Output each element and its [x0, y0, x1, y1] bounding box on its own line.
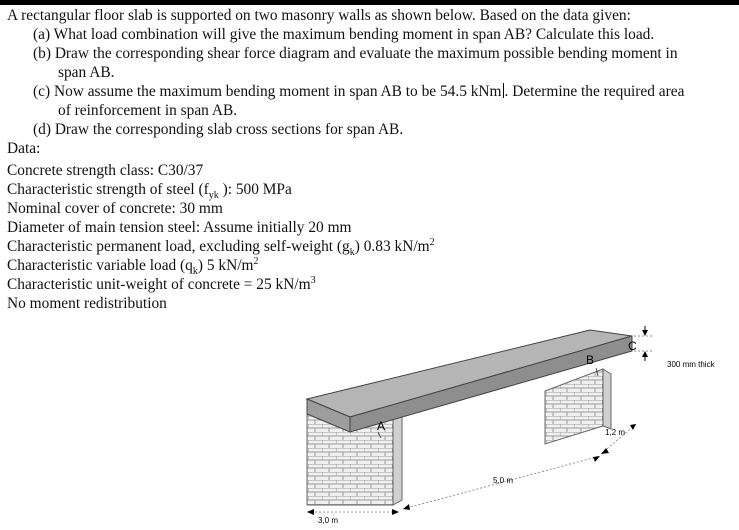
variable-load-sup: 2 — [253, 255, 259, 267]
variable-load-suffix: ) 5 kN/m — [197, 257, 254, 274]
permanent-load-sub: k — [349, 247, 355, 259]
unit-weight-sup: 3 — [310, 274, 316, 286]
steel-strength-suffix: ): 500 MPa — [218, 181, 292, 198]
label-a: A — [377, 419, 386, 433]
label-c: C — [628, 339, 637, 353]
dim-1-2m-label: 1,2 m — [605, 428, 626, 437]
part-b-label: (b) — [33, 45, 51, 62]
variable-load-sub: k — [192, 266, 198, 278]
part-b-text: Draw the corresponding shear force diagram and evaluate the maximum possible bending moment in — [54, 45, 678, 62]
permanent-load-prefix: Characteristic permanent load, excluding self-weight (g — [7, 238, 350, 255]
variable-load-prefix: Characteristic variable load (q — [7, 257, 193, 274]
permanent-load-sup: 2 — [429, 236, 435, 248]
bar-diameter: Diameter of main tension steel: Assume initially 20 mm — [7, 219, 352, 236]
part-a-text: What load combination will give the maximum bending moment in span AB? Calculate this load. — [53, 26, 655, 43]
right-wall — [545, 369, 611, 444]
right-wall-side-face — [603, 369, 611, 429]
right-wall-front-face — [545, 369, 603, 444]
part-a-label: (a) — [33, 26, 51, 43]
part-d-label: (d) — [33, 121, 51, 138]
dimension-3m — [307, 509, 399, 515]
thickness-dimension — [634, 326, 652, 361]
part-d-text: Draw the corresponding slab cross sections for span AB. — [54, 121, 404, 138]
dim-3m-label: 3,0 m — [318, 516, 339, 525]
concrete-class: Concrete strength class: C30/37 — [7, 162, 204, 179]
steel-strength-prefix: Characteristic strength of steel (f — [7, 181, 209, 198]
permanent-load-suffix: ) 0.83 kN/m — [354, 238, 430, 255]
part-c-text-end: . Determine the required area — [504, 83, 685, 100]
left-wall-side-face — [393, 410, 402, 505]
thickness-label: 300 mm thick — [667, 360, 715, 369]
unit-weight-text: Characteristic unit-weight of concrete = 25 kN/m — [7, 276, 311, 293]
nominal-cover: Nominal cover of concrete: 30 mm — [7, 200, 223, 217]
part-b-continued: span AB. — [58, 64, 115, 81]
part-c-continued: of reinforcement in span AB. — [58, 102, 238, 119]
label-b: B — [586, 353, 595, 367]
problem-intro: A rectangular floor slab is supported on two masonry walls as shown below. Based on the data given: — [7, 7, 631, 24]
data-heading: Data: — [7, 140, 41, 157]
steel-strength-sub: yk — [208, 190, 219, 202]
part-c-label: (c) — [33, 83, 51, 100]
part-c-text-start: Now assume the maximum bending moment in span AB to be 54.5 kNm — [53, 83, 502, 100]
dim-5m-label: 5,0 m — [493, 476, 514, 485]
moment-redistribution: No moment redistribution — [7, 295, 167, 312]
